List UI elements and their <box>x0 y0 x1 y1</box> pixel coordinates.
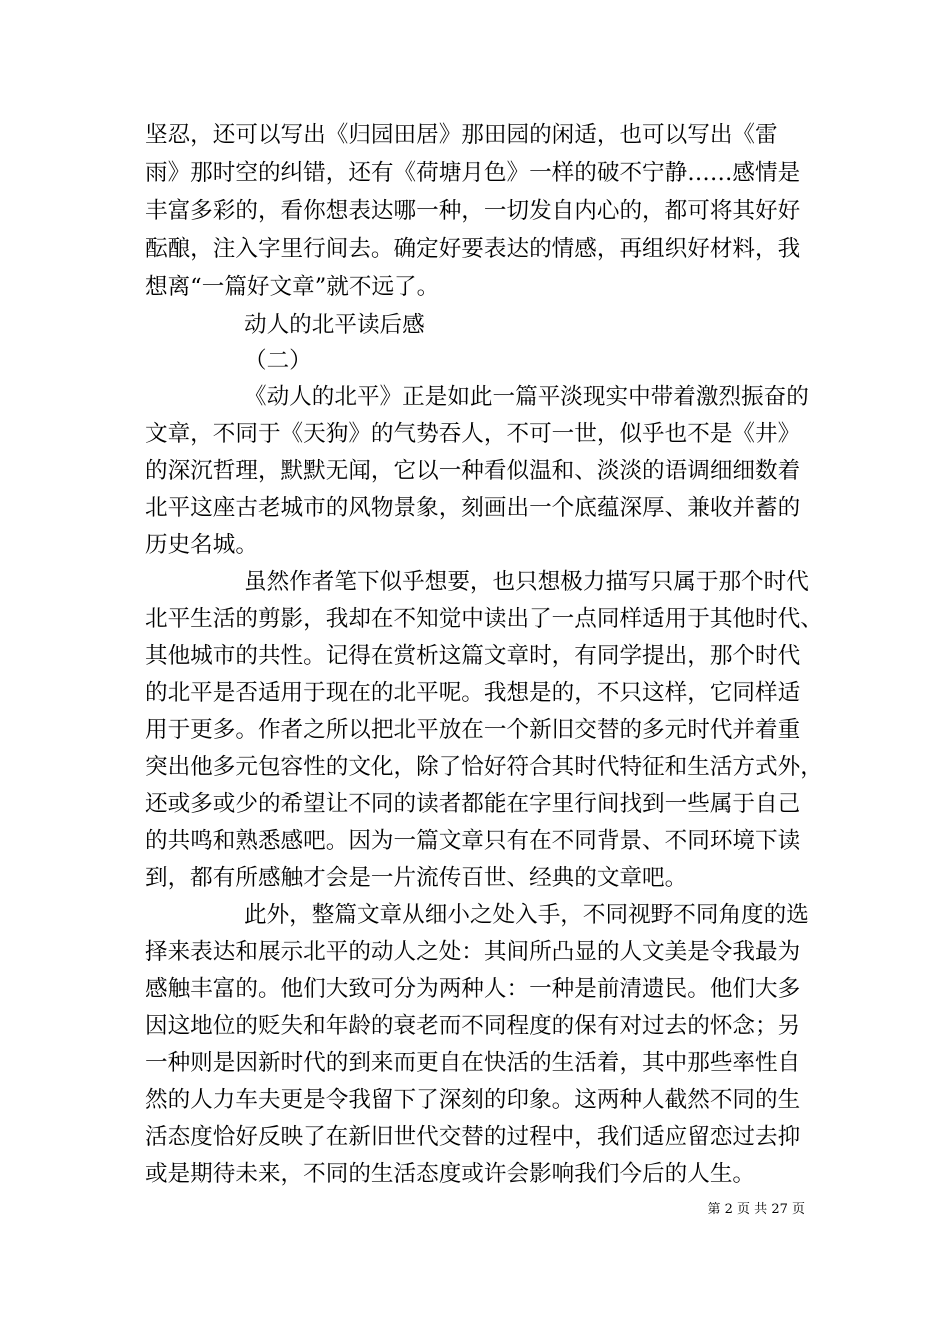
text-line: 的北平是否适用于现在的北平呢。我想是的，不只这样，它同样适 <box>145 680 801 706</box>
text-line: 想离“一篇好文章”就不远了。 <box>145 274 440 300</box>
text-line: 北平生活的剪影，我却在不知觉中读出了一点同样适用于其他时代、 <box>145 606 823 632</box>
text-line: 丰富多彩的，看你想表达哪一种，一切发自内心的，都可将其好好 <box>145 198 801 224</box>
text-line: 或是期待未来，不同的生活态度或许会影响我们今后的人生。 <box>145 1161 756 1187</box>
paragraph-start: 此外，整篇文章从细小之处入手，不同视野不同角度的选 <box>244 902 809 928</box>
text-line: 择来表达和展示北平的动人之处：其间所凸显的人文美是令我最为 <box>145 939 801 965</box>
text-line: 感触丰富的。他们大致可分为两种人：一种是前清遗民。他们大多 <box>145 976 801 1002</box>
page-footer: 第 2 页 共 27 页 <box>707 1202 805 1217</box>
text-line: 一种则是因新时代的到来而更自在快活的生活着，其中那些率性自 <box>145 1050 801 1076</box>
text-line: 北平这座古老城市的风物景象，刻画出一个底蕴深厚、兼收并蓄的 <box>145 495 801 521</box>
text-line: 历史名城。 <box>145 532 258 558</box>
paragraph-start: 虽然作者笔下似乎想要，也只想极力描写只属于那个时代 <box>244 569 809 595</box>
text-line: 酝酿，注入字里行间去。确定好要表达的情感，再组织好材料，我 <box>145 236 801 262</box>
text-line: 用于更多。作者之所以把北平放在一个新旧交替的多元时代并着重 <box>145 717 801 743</box>
section-number: （二） <box>244 348 312 374</box>
text-line: 坚忍，还可以写出《归园田居》那田园的闲适，也可以写出《雷 <box>145 122 778 148</box>
text-line: 然的人力车夫更是令我留下了深刻的印象。这两种人截然不同的生 <box>145 1087 801 1113</box>
text-line: 活态度恰好反映了在新旧世代交替的过程中，我们适应留恋过去抑 <box>145 1124 801 1150</box>
paragraph-start: 《动人的北平》正是如此一篇平淡现实中带着激烈振奋的 <box>244 384 809 410</box>
text-line: 的深沉哲理，默默无闻，它以一种看似温和、淡淡的语调细细数着 <box>145 458 801 484</box>
text-line: 的共鸣和熟悉感吧。因为一篇文章只有在不同背景、不同环境下读 <box>145 828 801 854</box>
text-line: 到，都有所感触才会是一片流传百世、经典的文章吧。 <box>145 865 688 891</box>
text-line: 突出他多元包容性的文化，除了恰好符合其时代特征和生活方式外， <box>145 754 823 780</box>
text-line: 因这地位的贬失和年龄的衰老而不同程度的保有对过去的怀念；另 <box>145 1013 801 1039</box>
section-title: 动人的北平读后感 <box>244 312 425 338</box>
text-line: 文章，不同于《天狗》的气势吞人，不可一世，似乎也不是《井》 <box>145 421 801 447</box>
text-line: 雨》那时空的纠错，还有《荷塘月色》一样的破不宁静……感情是 <box>145 160 801 186</box>
text-line: 还或多或少的希望让不同的读者都能在字里行间找到一些属于自己 <box>145 791 801 817</box>
text-line: 其他城市的共性。记得在赏析这篇文章时，有同学提出，那个时代 <box>145 643 801 669</box>
